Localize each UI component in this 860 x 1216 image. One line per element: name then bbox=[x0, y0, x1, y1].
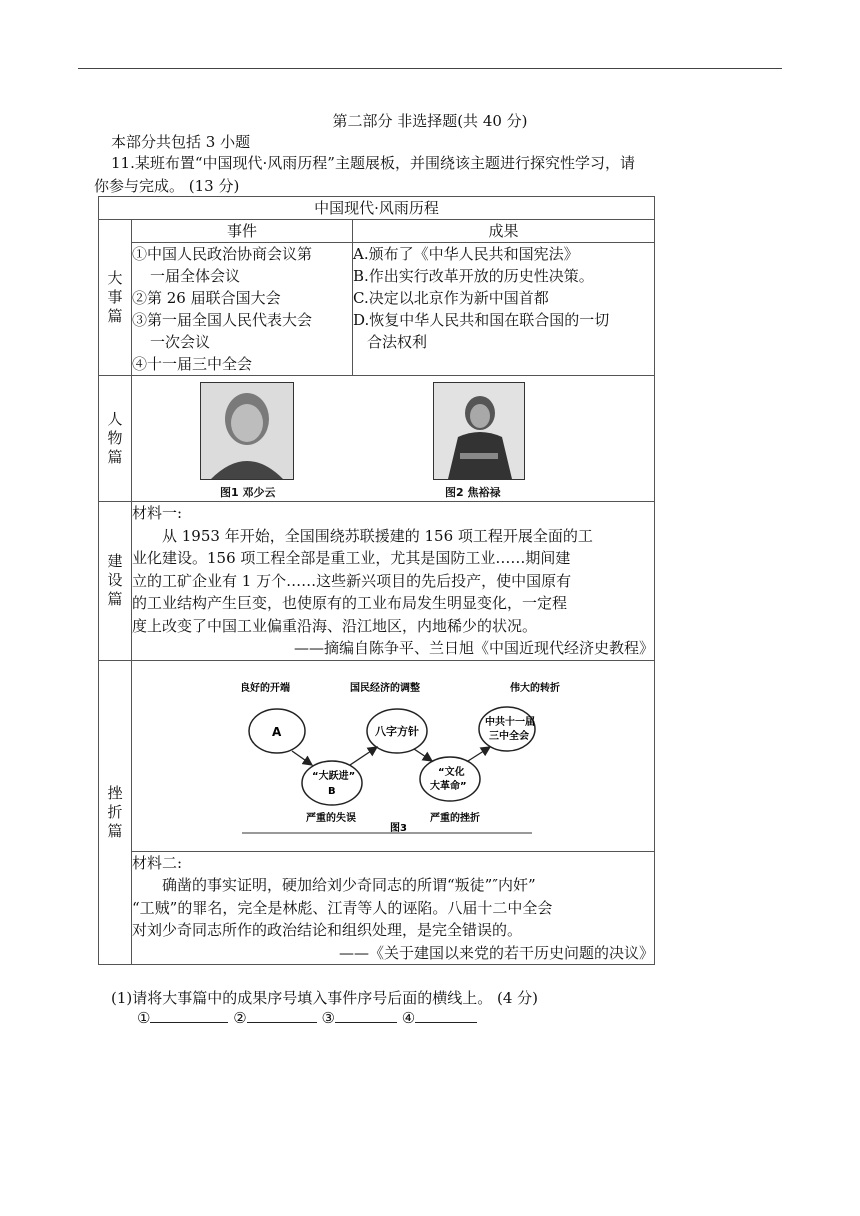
answer-blanks bbox=[137, 1008, 477, 1027]
node-a-label: A bbox=[272, 724, 282, 739]
answer-marker-1: ① bbox=[137, 1009, 151, 1027]
event-1: ①中国人民政治协商会议第 bbox=[132, 245, 313, 263]
result-a: A.颁布了《中华人民共和国宪法》 bbox=[353, 245, 579, 263]
side-label-events: 大事篇 bbox=[99, 220, 132, 376]
arrow-a-to-b bbox=[292, 751, 312, 765]
event-1-cont: 一届全体会议 bbox=[150, 267, 241, 285]
node-plenum-label-2: 三中全会 bbox=[489, 730, 529, 742]
material-2-text-3: 对刘少奇同志所作的政治结论和组织处理，是完全错误的。 bbox=[132, 921, 523, 939]
answer-blank-4[interactable] bbox=[415, 1008, 477, 1023]
result-d-cont: 合法权利 bbox=[367, 333, 428, 351]
timeline-diagram bbox=[132, 661, 654, 851]
diagram-label-adjustment: 国民经济的调整 bbox=[350, 682, 420, 694]
column-header-result: 成果 bbox=[353, 220, 655, 243]
material-2-source: ——《关于建国以来党的若干历史问题的决议》 bbox=[338, 943, 654, 962]
question-stem-line1: 11.某班布置“中国现代·风雨历程”主题展板，并围绕该主题进行探究性学习，请 bbox=[111, 154, 635, 172]
side-label-people: 人物篇 bbox=[99, 376, 132, 502]
material-2 bbox=[132, 851, 655, 965]
diagram-caption: 图3 bbox=[390, 822, 407, 834]
material-1-source: ——摘编自陈争平、兰日旭《中国近现代经济史教程》 bbox=[293, 639, 654, 657]
section-intro: 本部分共包括 3 小题 bbox=[111, 133, 251, 151]
diagram-label-turning-point: 伟大的转折 bbox=[510, 682, 560, 694]
portrait-photo-2 bbox=[433, 382, 525, 480]
result-d: D.恢复中华人民共和国在联合国的一切 bbox=[353, 311, 610, 329]
arrow-cr-to-plenum bbox=[468, 747, 490, 761]
node-cr-label-1: “文化 bbox=[438, 766, 465, 778]
node-bajiu-label: 八字方针 bbox=[375, 724, 419, 738]
arrow-bajiu-to-cr bbox=[414, 749, 432, 761]
event-3-cont: 一次会议 bbox=[150, 333, 211, 351]
answer-marker-4: ④ bbox=[401, 1009, 416, 1027]
answer-blank-3[interactable] bbox=[335, 1008, 397, 1023]
event-2: ②第 26 届联合国大会 bbox=[132, 289, 281, 307]
diagram-cell bbox=[132, 660, 655, 851]
node-leap-circle bbox=[302, 761, 362, 805]
side-label-setback: 挫折篇 bbox=[99, 660, 132, 965]
answer-marker-3: ③ bbox=[321, 1009, 335, 1027]
result-c: C.决定以北京作为新中国首都 bbox=[353, 289, 549, 307]
exhibit-table bbox=[98, 196, 655, 965]
subquestion-1: (1)请将大事篇中的成果序号填入事件序号后面的横线上。 (4 分) bbox=[111, 989, 539, 1007]
column-header-event: 事件 bbox=[132, 220, 353, 243]
header-rule bbox=[78, 68, 782, 69]
people-photos bbox=[132, 376, 655, 502]
material-1-text-1: 从 1953 年开始，全国围绕苏联援建的 156 项工程开展全面的工 bbox=[162, 526, 593, 545]
answer-blank-1[interactable] bbox=[150, 1008, 228, 1023]
material-2-label: 材料二: bbox=[132, 853, 183, 872]
node-leap-label: “大跃进” bbox=[312, 770, 356, 782]
arrow-b-to-bajiu bbox=[350, 747, 377, 765]
event-4: ④十一届三中全会 bbox=[132, 355, 253, 373]
answer-blank-2[interactable] bbox=[247, 1008, 317, 1023]
material-1-text-3: 立的工矿企业有 1 万个……这些新兴项目的先后投产，使中国原有 bbox=[132, 571, 572, 590]
photo-caption-1: 图1 邓少云 bbox=[220, 486, 276, 499]
question-stem-line2: 你参与完成。 (13 分) bbox=[94, 177, 240, 195]
node-plenum-circle bbox=[479, 707, 535, 751]
material-2-text-2: “工贼”的罪名，完全是林彪、江青等人的诬陷。八届十二中全会 bbox=[132, 898, 553, 917]
diagram-label-serious-setback: 严重的挫折 bbox=[430, 812, 480, 824]
material-1-label: 材料一: bbox=[132, 504, 183, 522]
diagram-label-serious-mistake: 严重的失误 bbox=[306, 812, 356, 824]
material-1 bbox=[132, 502, 655, 661]
photo-caption-2: 图2 焦裕禄 bbox=[445, 486, 501, 499]
side-label-construction: 建设篇 bbox=[99, 502, 132, 661]
answer-marker-2: ② bbox=[233, 1009, 247, 1027]
material-2-text-1: 确凿的事实证明，硬加给刘少奇同志的所谓“叛徒”″内奸” bbox=[162, 876, 536, 894]
node-cr-label-2: 大革命” bbox=[430, 780, 467, 792]
material-1-text-4: 的工业结构产生巨变，也使原有的工业布局发生明显变化，一定程 bbox=[132, 594, 568, 612]
events-list bbox=[132, 243, 353, 376]
result-b: B.作出实行改革开放的历史性决策。 bbox=[353, 267, 594, 285]
material-1-text-5: 度上改变了中国工业偏重沿海、沿江地区，内地稀少的状况。 bbox=[132, 616, 538, 635]
material-1-text-2: 业化建设。156 项工程全部是重工业，尤其是国防工业……期间建 bbox=[132, 549, 571, 567]
event-3: ③第一届全国人民代表大会 bbox=[132, 311, 313, 329]
section-title: 第二部分 非选择题(共 40 分) bbox=[332, 112, 528, 130]
node-cr-circle bbox=[420, 757, 480, 801]
node-b-label: B bbox=[328, 785, 336, 797]
results-list bbox=[353, 243, 655, 376]
diagram-label-good-start: 良好的开端 bbox=[240, 682, 290, 694]
table-title: 中国现代·风雨历程 bbox=[99, 197, 655, 220]
node-plenum-label-1: 中共十一届 bbox=[485, 716, 535, 728]
portrait-photo-1 bbox=[200, 382, 294, 480]
